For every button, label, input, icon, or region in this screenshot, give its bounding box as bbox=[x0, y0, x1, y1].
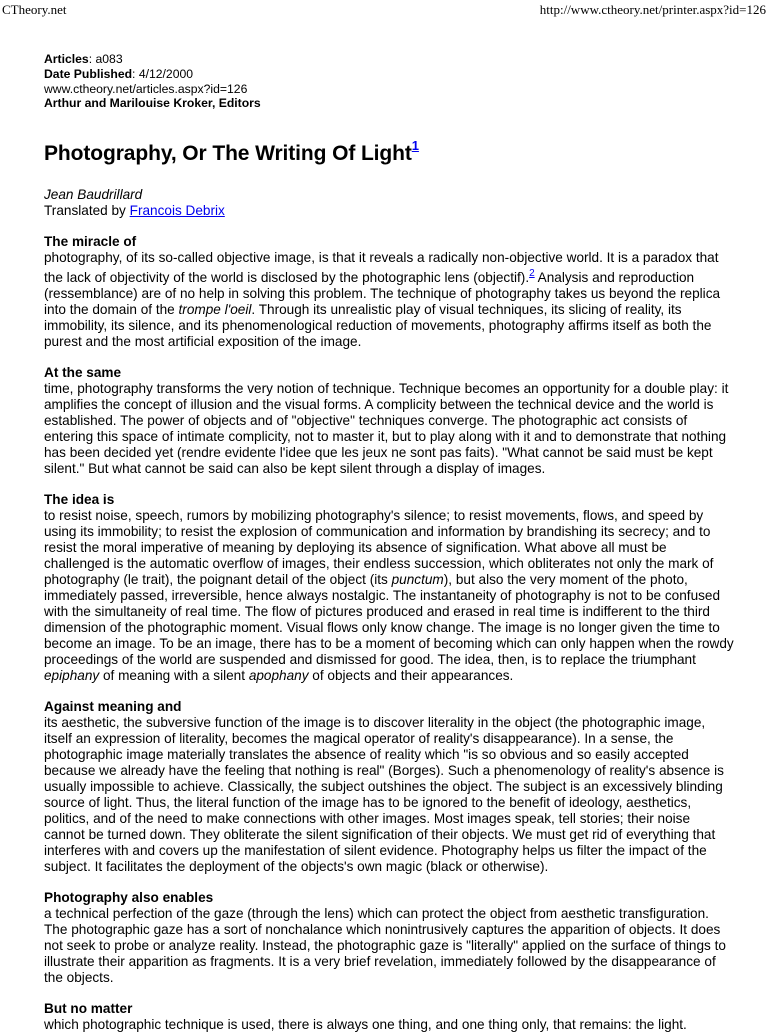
article-section bbox=[44, 365, 734, 477]
section-paragraph bbox=[44, 715, 734, 875]
paragraph-text: photography, of its so-called objective image, is that it reveals a radically non-objective world. It is a paradox that the lack of objectivity of the world is disclosed by the photographic lens (objectif). bbox=[44, 250, 719, 286]
author-name: Jean Baudrillard bbox=[44, 187, 143, 203]
title-footnote-link[interactable]: 1 bbox=[411, 138, 419, 154]
article-sections bbox=[44, 234, 734, 1033]
section-heading: But no matter bbox=[44, 1001, 133, 1017]
paragraph-text: time, photography transforms the very notion of technique. Technique becomes an opportunity for a double play: it amplifies the concept of illusion and the visual forms. A complicity between the technical device and the world is established. The power of objects and of "objective" techniques converge. The photographic act consists of entering this space of intimate complicity, not to master it, but to play along with it and to demonstrate that nothing has been decided yet (rendre evidente l'idee que les jeux ne sont pas faits). "What cannot be said must be kept silent." But what cannot be said can also be kept silent through a display of images. bbox=[44, 381, 729, 477]
section-paragraph bbox=[44, 1017, 734, 1033]
articles-label: Articles bbox=[44, 52, 89, 66]
section-paragraph bbox=[44, 508, 734, 684]
translator-line bbox=[44, 203, 734, 219]
print-url: http://www.ctheory.net/printer.aspx?id=126 bbox=[539, 2, 766, 17]
site-name: CTheory.net bbox=[2, 2, 67, 17]
date-value: : 4/12/2000 bbox=[132, 66, 194, 81]
article-section bbox=[44, 890, 734, 986]
section-paragraph bbox=[44, 250, 734, 350]
article-url: www.ctheory.net/articles.aspx?id=126 bbox=[44, 81, 248, 96]
editors: Arthur and Marilouise Kroker, Editors bbox=[44, 96, 261, 111]
articles-value: : a083 bbox=[88, 52, 123, 66]
translator-link[interactable]: Francois Debrix bbox=[129, 203, 225, 219]
date-label: Date Published bbox=[44, 66, 133, 81]
section-heading: The miracle of bbox=[44, 234, 137, 250]
article-section bbox=[44, 492, 734, 684]
editors-line bbox=[44, 96, 734, 111]
paragraph-text: of objects and their appearances. bbox=[308, 668, 514, 684]
section-heading: At the same bbox=[44, 365, 122, 381]
date-line bbox=[44, 67, 734, 82]
article-section bbox=[44, 234, 734, 350]
translated-by-label: Translated by bbox=[44, 203, 130, 219]
article-title-text: Photography, Or The Writing Of Light bbox=[44, 142, 412, 166]
italic-term: epiphany bbox=[44, 668, 100, 684]
italic-term: apophany bbox=[248, 668, 309, 684]
article-title bbox=[44, 133, 734, 167]
paragraph-text: a technical perfection of the gaze (through the lens) which can protect the object from aesthetic transfiguration. The photographic gaze has a sort of nonchalance which nonintrusively captures the apparition of objects. It does not seek to probe or analyze reality. Instead, the photographic gaze is "literally" applied on the surface of things to illustrate their apparition as fragments. It is a very brief revelation, immediately followed by the disappearance of the objects. bbox=[44, 906, 726, 986]
italic-term: trompe l'oeil bbox=[178, 302, 252, 318]
italic-term: punctum bbox=[391, 572, 444, 588]
paragraph-text: its aesthetic, the subversive function of the image is to discover literality in the object (the photographic image, itself an expression of literality, becomes the magical operator of reality's disappearance). In a sense, the photographic image materially translates the absence of reality which "is so obvious and so easily accepted because we already have the feeling that nothing is real" (Borges). Such a phenomenology of reality's absence is usually impossible to achieve. Classically, the subject outshines the object. The subject is an excessively blinding source of light. Thus, the literal function of the image has to be ignored to the benefit of ideology, aesthetics, politics, and of the need to make connections with other images. Most images speak, tell stories; their noise cannot be turned down. They obliterate the silent signification of their objects. We must get rid of everything that interferes with and covers up the manifestation of silent evidence. Photography helps us filter the impact of the subject. It facilitates the deployment of the objects's own magic (black or otherwise). bbox=[44, 715, 724, 875]
section-heading: Against meaning and bbox=[44, 699, 182, 715]
paragraph-text: ), but also the very moment of the photo, immediately passed, irreversible, hence always nostalgic. The instantaneity of photography is not to be confused with the simultaneity of real time. The flow of pictures produced and erased in real time is indifferent to the third dimension of the photographic moment. Visual flows only know change. The image is no longer given the time to become an image. To be an image, there has to be a moment of becoming which can only happen when the rowdy proceedings of the world are suspended and dismissed for good. The idea, then, is to replace the triumphant bbox=[44, 572, 734, 668]
paragraph-text: to resist noise, speech, rumors by mobilizing photography's silence; to resist movements, flows, and speed by using its immobility; to resist the explosion of communication and information by brandishing its secrecy; and to resist the moral imperative of meaning by deploying its absence of signification. What above all must be challenged is the automatic overflow of images, their endless succession, which obliterates not only the mark of photography (le trait), the poignant detail of the object (its bbox=[44, 508, 714, 588]
section-paragraph bbox=[44, 906, 734, 986]
paragraph-text: of meaning with a silent bbox=[99, 668, 249, 684]
section-paragraph bbox=[44, 381, 734, 477]
section-heading: The idea is bbox=[44, 492, 115, 508]
article-content bbox=[44, 52, 734, 1033]
articles-line bbox=[44, 52, 734, 67]
article-section bbox=[44, 699, 734, 875]
print-header bbox=[0, 0, 768, 20]
article-section bbox=[44, 1001, 734, 1033]
paragraph-text: Analysis and reproduction (ressemblance) are of no help in solving this problem. The technique of photography takes us beyond the replica into the domain of the bbox=[44, 270, 721, 318]
section-heading: Photography also enables bbox=[44, 890, 214, 906]
footnote-link[interactable]: 2 bbox=[529, 268, 535, 280]
paragraph-text: which photographic technique is used, there is always one thing, and one thing only, that remains: the light. bbox=[44, 1017, 687, 1033]
paragraph-text: . Through its unrealistic play of visual techniques, its slicing of reality, its immobility, its silence, and its phenomenological reduction of movements, photography affirms itself as both the purest and the most artificial exposition of the image. bbox=[44, 302, 712, 350]
